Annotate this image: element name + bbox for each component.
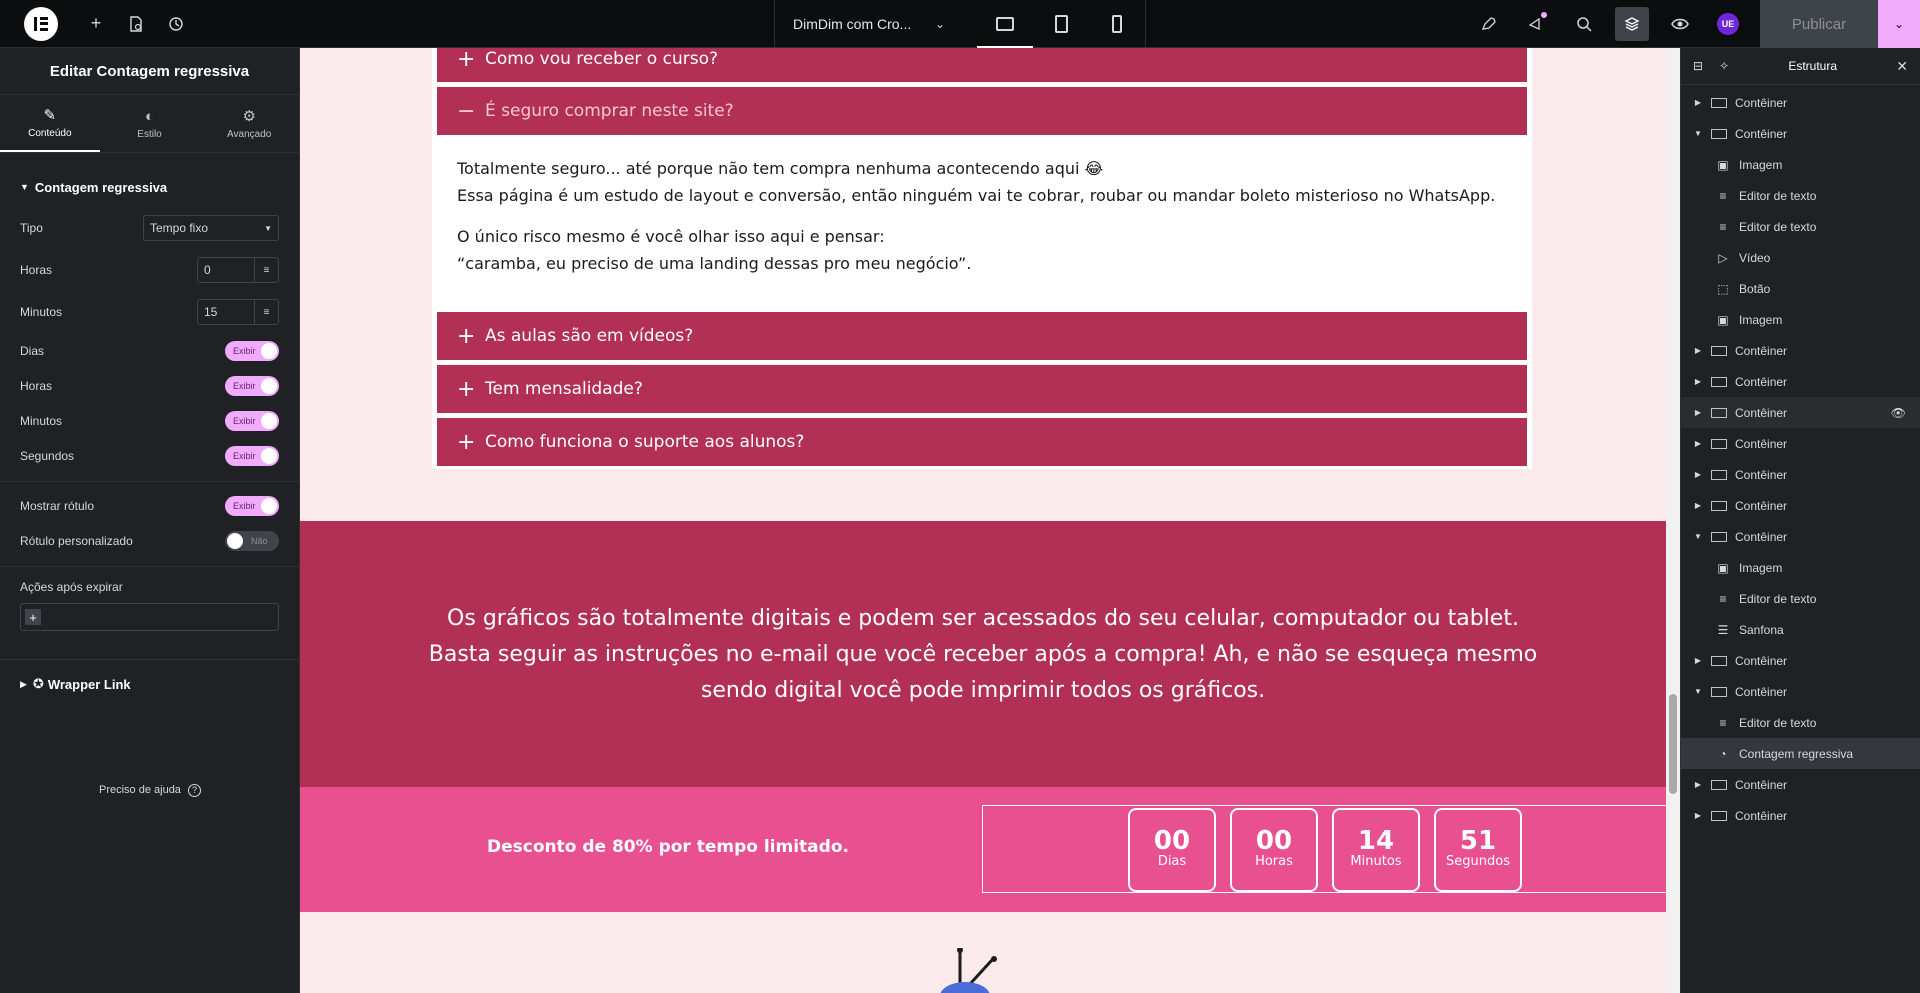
container-icon: [1711, 532, 1727, 542]
minutos-number-input[interactable]: [197, 299, 279, 325]
caret-right-icon[interactable]: ▶: [1694, 656, 1702, 665]
navigator-item-image[interactable]: [1681, 552, 1920, 583]
navigator-title: Estrutura: [1788, 59, 1838, 73]
caret-right-icon[interactable]: ▶: [1694, 501, 1702, 510]
navigator-item-accordion[interactable]: [1681, 614, 1920, 645]
faq-answer: [457, 155, 1517, 291]
canvas-scrollbar[interactable]: [1666, 48, 1680, 993]
faq-question: Como funciona o suporte aos alunos?: [485, 432, 805, 452]
navigator-item-label: Editor de texto: [1739, 219, 1817, 234]
navigator-item-container[interactable]: [1681, 459, 1920, 490]
navigator-item-text[interactable]: [1681, 211, 1920, 242]
container-icon: [1711, 439, 1727, 449]
toggle-text: Exibir: [233, 451, 256, 461]
caret-down-icon[interactable]: ▼: [1694, 129, 1702, 138]
database-icon[interactable]: ≡: [254, 258, 278, 282]
page-settings-icon[interactable]: [116, 0, 156, 48]
caret-right-icon[interactable]: ▶: [1694, 346, 1702, 355]
container-icon: [1711, 408, 1727, 418]
segundos-toggle[interactable]: [225, 446, 279, 466]
section-wrapper-link-toggle[interactable]: [0, 664, 299, 704]
answer-line: Essa página é um estudo de layout e conversão, então ninguém vai te cobrar, roubar ou mandar boleto misterioso no WhatsApp.: [457, 186, 1496, 205]
panel-tabs: [0, 95, 299, 153]
container-icon: [1711, 346, 1727, 356]
navigator-item-label: Contêiner: [1735, 529, 1788, 544]
toggle-text: Exibir: [233, 346, 256, 356]
info-band: [300, 521, 1666, 787]
faq-question: É seguro comprar neste site?: [485, 101, 734, 121]
countdown-value: 51: [1459, 826, 1497, 856]
field-label: Minutos: [20, 414, 63, 428]
toggle-text: Exibir: [233, 416, 256, 426]
field-label: Ações após expirar: [20, 580, 123, 594]
mobile-view-icon[interactable]: [1089, 0, 1145, 48]
faq-item[interactable]: [437, 312, 1527, 360]
navigator-header: [1681, 48, 1920, 85]
container-icon: [1711, 377, 1727, 387]
elementor-logo-icon[interactable]: [24, 7, 58, 41]
field-label: Mostrar rótulo: [20, 499, 95, 513]
navigator-item-label: Imagem: [1739, 312, 1783, 327]
plus-icon[interactable]: +: [25, 609, 41, 625]
field-toggle-horas: [0, 374, 299, 398]
number-value: 15: [204, 305, 218, 319]
faq-question: As aulas são em vídeos?: [485, 326, 694, 346]
caret-down-icon[interactable]: ▼: [1694, 532, 1702, 541]
tab-style[interactable]: [100, 95, 200, 152]
tab-label: Avançado: [227, 129, 272, 140]
close-icon[interactable]: ✕: [1896, 57, 1908, 74]
countdown-value: 14: [1357, 826, 1395, 856]
caret-right-icon[interactable]: ▶: [1694, 98, 1702, 107]
navigator-item-label: Contêiner: [1735, 808, 1788, 823]
faq-question: Tem mensalidade?: [485, 379, 643, 399]
caret-right-icon[interactable]: ▶: [1694, 470, 1702, 479]
tab-label: Estilo: [137, 128, 162, 140]
navigator-item-label: Imagem: [1739, 157, 1783, 172]
navigator-item-container[interactable]: [1681, 800, 1920, 831]
container-icon: [1711, 501, 1727, 511]
navigator-item-label: Editor de texto: [1739, 591, 1817, 606]
navigator-item-container[interactable]: [1681, 428, 1920, 459]
button-icon: ⬚: [1717, 281, 1729, 296]
caret-right-icon[interactable]: ▶: [1694, 780, 1702, 789]
field-mostrar-rotulo: [0, 494, 299, 518]
gear-icon: ⚙: [242, 108, 256, 125]
panel-title: Editar Contagem regressiva: [0, 48, 299, 95]
navigator-item-label: Imagem: [1739, 560, 1783, 575]
image-icon: ▣: [1717, 560, 1729, 575]
publish-options-chevron-icon[interactable]: ⌄: [1878, 0, 1920, 48]
countdown-seconds: [1434, 808, 1522, 892]
navigator-item-label: Contêiner: [1735, 126, 1788, 141]
faq-item[interactable]: [437, 418, 1527, 466]
navigator-item-label: Sanfona: [1739, 622, 1784, 637]
caret-down-icon[interactable]: ▼: [1694, 687, 1702, 696]
text-editor-icon: ≡: [1719, 591, 1727, 606]
navigator-item-container[interactable]: [1681, 769, 1920, 800]
answer-line: “caramba, eu preciso de uma landing dessas pro meu negócio”.: [457, 254, 972, 273]
visibility-eye-icon[interactable]: 👁: [1890, 405, 1906, 420]
caret-right-icon: ▶: [20, 678, 27, 689]
rotulo-personalizado-toggle[interactable]: [225, 531, 279, 551]
collapse-all-icon[interactable]: ⊟: [1693, 59, 1704, 73]
navigator-item-image[interactable]: [1681, 304, 1920, 335]
answer-line: O único risco mesmo é você olhar isso aqui e pensar:: [457, 227, 885, 246]
navigator-item-label: Editor de texto: [1739, 715, 1817, 730]
container-icon: [1711, 656, 1727, 666]
image-icon: ▣: [1717, 312, 1729, 327]
field-horas: [0, 257, 299, 283]
section-title: Contagem regressiva: [34, 179, 168, 195]
container-icon: [1711, 129, 1727, 139]
section-countdown-toggle[interactable]: [0, 167, 299, 207]
navigator-item-container[interactable]: [1681, 397, 1920, 428]
toggle-text: Não: [251, 536, 268, 546]
navigator-list: [1681, 85, 1920, 831]
tab-label: Conteúdo: [28, 128, 72, 139]
faq-item[interactable]: [437, 365, 1527, 413]
document-selector[interactable]: [774, 0, 1146, 48]
plus-icon: +: [457, 429, 476, 455]
navigator-item-label: Contêiner: [1735, 653, 1788, 668]
field-label: Horas: [20, 263, 53, 277]
navigator-item-text[interactable]: [1681, 180, 1920, 211]
section-title: Wrapper Link: [47, 676, 131, 692]
history-icon[interactable]: [156, 0, 196, 48]
navigator-item-label: Contêiner: [1735, 95, 1788, 110]
promo-text: Desconto de 80% por tempo limitado.: [487, 837, 849, 857]
countdown-value: 00: [1153, 826, 1191, 856]
info-text-line: Basta seguir as instruções no e-mail que você receber após a compra! Ah, e não se esqueça mesmo: [428, 642, 1538, 667]
navigator-item-label: Contêiner: [1735, 405, 1788, 420]
yarn-illustration: [925, 948, 1025, 993]
navigator-item-label: Editor de texto: [1739, 188, 1817, 203]
wrapper-link-icon: ✪: [32, 676, 44, 691]
plus-icon: +: [457, 376, 476, 402]
navigator-item-label: Contêiner: [1735, 684, 1788, 699]
promo-section: [300, 787, 1666, 912]
container-icon: [1711, 780, 1727, 790]
faq-question: Como vou receber o curso?: [485, 49, 718, 69]
container-icon: [1711, 470, 1727, 480]
field-toggle-dias: [0, 339, 299, 363]
countdown-minutes: [1332, 808, 1420, 892]
countdown-widget[interactable]: [982, 805, 1666, 893]
accordion-icon: ☰: [1717, 622, 1729, 637]
navigator-item-countdown[interactable]: [1681, 738, 1920, 769]
divider: [0, 481, 299, 482]
number-value: 0: [204, 263, 211, 277]
field-rotulo-personalizado: [0, 529, 299, 553]
image-icon: ▣: [1717, 157, 1729, 172]
plus-icon: +: [457, 48, 476, 72]
tablet-view-icon[interactable]: [1033, 0, 1089, 48]
navigator-item-label: Contêiner: [1735, 498, 1788, 513]
database-icon[interactable]: ≡: [254, 300, 278, 324]
caret-down-icon: ▼: [264, 223, 272, 233]
tab-content[interactable]: [0, 95, 100, 152]
tipo-select[interactable]: [143, 215, 279, 241]
page-canvas: [300, 48, 1666, 993]
faq-accordion: [432, 48, 1532, 469]
container-icon: [1711, 98, 1727, 108]
navigator-item-button[interactable]: [1681, 273, 1920, 304]
navigator-item-container[interactable]: [1681, 335, 1920, 366]
video-icon: ▷: [1718, 250, 1728, 265]
navigator-item-label: Contêiner: [1735, 374, 1788, 389]
notifications-icon[interactable]: [1512, 0, 1560, 48]
faq-item[interactable]: [437, 48, 1527, 82]
plus-icon: +: [457, 323, 476, 349]
text-editor-icon: ≡: [1719, 188, 1727, 203]
divider: [0, 566, 299, 567]
navigator-item-container[interactable]: [1681, 366, 1920, 397]
horas-toggle[interactable]: [225, 376, 279, 396]
countdown-days: [1128, 808, 1216, 892]
countdown-label: Minutos: [1350, 854, 1402, 869]
help-link[interactable]: [0, 784, 300, 797]
text-editor-icon: ≡: [1719, 715, 1727, 730]
dias-toggle[interactable]: [225, 341, 279, 361]
minus-icon: −: [457, 98, 476, 124]
desktop-view-icon[interactable]: [977, 0, 1033, 48]
publish-button[interactable]: Publicar: [1760, 0, 1878, 48]
navigator-item-text[interactable]: [1681, 707, 1920, 738]
field-tipo: [0, 215, 299, 241]
search-icon[interactable]: [1560, 0, 1608, 48]
navigator-item-label: Contêiner: [1735, 777, 1788, 792]
minutos-toggle[interactable]: [225, 411, 279, 431]
navigator-item-text[interactable]: [1681, 583, 1920, 614]
help-label: Preciso de ajuda: [98, 784, 181, 796]
scrollbar-thumb[interactable]: [1669, 694, 1677, 794]
caret-right-icon[interactable]: ▶: [1694, 408, 1702, 417]
navigator-item-video[interactable]: [1681, 242, 1920, 273]
countdown-hours: [1230, 808, 1318, 892]
caret-right-icon[interactable]: ▶: [1694, 377, 1702, 386]
caret-right-icon[interactable]: ▶: [1694, 439, 1702, 448]
faq-item-open[interactable]: [437, 87, 1527, 135]
field-acoes: [0, 577, 299, 597]
caret-down-icon: ▼: [20, 182, 29, 192]
field-label: Dias: [20, 344, 45, 358]
navigator-item-container[interactable]: [1681, 118, 1920, 149]
question-circle-icon: ?: [188, 784, 201, 797]
field-minutos: [0, 299, 299, 325]
container-icon: [1711, 811, 1727, 821]
navigator-item-image[interactable]: [1681, 149, 1920, 180]
navigator-item-container[interactable]: [1681, 87, 1920, 118]
pencil-icon: ✎: [43, 107, 57, 124]
document-title[interactable]: DimDim com Cro...: [793, 16, 912, 32]
navigator-item-container[interactable]: [1681, 676, 1920, 707]
info-text-line: Os gráficos são totalmente digitais e podem ser acessados do seu celular, computador ou tablet.: [447, 606, 1519, 631]
structure-layers-icon[interactable]: [1615, 7, 1649, 41]
field-toggle-segundos: [0, 444, 299, 468]
field-label: Horas: [20, 379, 53, 393]
navigator-item-label: Contagem regressiva: [1739, 746, 1854, 761]
chevron-down-icon[interactable]: ⌄: [934, 17, 945, 31]
navigator-item-container[interactable]: [1681, 521, 1920, 552]
field-label: Segundos: [20, 449, 75, 463]
countdown-icon: ◔: [1719, 746, 1727, 761]
container-icon: [1711, 687, 1727, 697]
navigator-item-container[interactable]: [1681, 645, 1920, 676]
countdown-value: 00: [1255, 826, 1293, 856]
countdown-label: Horas: [1255, 854, 1293, 869]
preview-eye-icon[interactable]: [1656, 0, 1704, 48]
widget-settings-panel: [0, 48, 300, 993]
navigator-item-label: Contêiner: [1735, 467, 1788, 482]
navigator-item-label: Contêiner: [1735, 436, 1788, 451]
top-right-actions: [1464, 0, 1920, 48]
field-toggle-minutos: [0, 409, 299, 433]
user-avatar[interactable]: [1704, 0, 1752, 48]
horas-number-input[interactable]: [197, 257, 279, 283]
navigator-item-label: Botão: [1739, 281, 1771, 296]
avatar-initials: UE: [1717, 13, 1739, 35]
countdown-label: Dias: [1157, 854, 1187, 869]
tab-advanced[interactable]: [199, 95, 299, 152]
toggle-text: Exibir: [233, 501, 256, 511]
mostrar-rotulo-toggle[interactable]: [225, 496, 279, 516]
acoes-select[interactable]: [20, 603, 279, 631]
structure-navigator: [1680, 48, 1920, 993]
navigator-item-label: Vídeo: [1739, 250, 1771, 265]
contrast-icon: ◐: [144, 107, 155, 125]
field-label: Tipo: [20, 221, 43, 235]
navigator-item-label: Contêiner: [1735, 343, 1788, 358]
add-element-icon[interactable]: +: [90, 13, 102, 33]
info-text-line: sendo digital você pode imprimir todos os gráficos.: [700, 678, 1266, 703]
sparkle-icon[interactable]: ✧: [1719, 59, 1730, 73]
launchpad-icon[interactable]: [1464, 0, 1512, 48]
answer-line: Totalmente seguro... até porque não tem compra nenhuma acontecendo aqui 😂: [457, 159, 1104, 178]
navigator-item-container[interactable]: [1681, 490, 1920, 521]
field-label: Minutos: [20, 305, 63, 319]
top-bar: [0, 0, 1920, 48]
divider: [0, 659, 299, 660]
caret-right-icon[interactable]: ▶: [1694, 811, 1702, 820]
field-label: Rótulo personalizado: [20, 534, 133, 548]
text-editor-icon: ≡: [1719, 219, 1727, 234]
device-switcher: [977, 0, 1145, 48]
tipo-selected-value: Tempo fixo: [150, 221, 209, 235]
toggle-text: Exibir: [233, 381, 256, 391]
countdown-label: Segundos: [1446, 854, 1510, 869]
